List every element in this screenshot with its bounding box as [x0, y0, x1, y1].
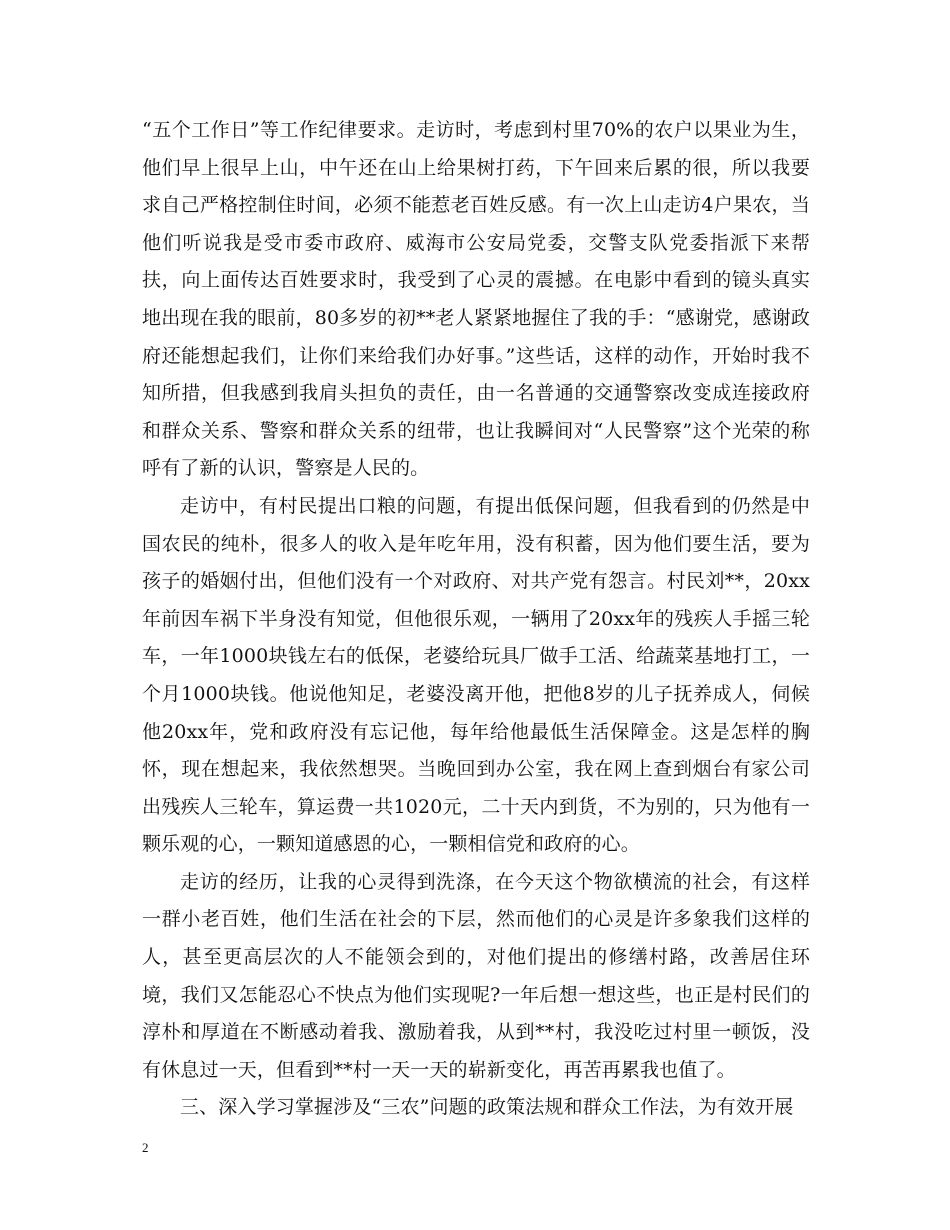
paragraph-continuation: “五个工作日”等工作纪律要求。走访时，考虑到村里70%的农户以果业为生，他们早上很早上山，中午还在山上给果树打药，下午回来后累的很，所以我要求自己严格控制住时间，必须不能惹老百姓反感。有一次上山走访4户果农，当他们听说我是受市委市政府、威海市公安局党委，交警支队党委指派下来帮扶，向上面传达百姓要求时，我受到了心灵的震撼。在电影中看到的镜头真实地出现在我的眼前，80多岁的初**老人紧紧地握住了我的手：“感谢党，感谢政府还能想起我们，让你们来给我们办好事。”这些话，这样的动作，开始时我不知所措，但我感到我肩头担负的责任，由一名普通的交通警察改变成连接政府和群众关系、警察和群众关系的纽带，也让我瞬间对“人民警察”这个光荣的称呼有了新的认识，警察是人民的。 [142, 119, 810, 480]
section-heading-three: 三、深入学习掌握涉及“三农”问题的政策法规和群众工作法，为有效开展 [180, 1096, 794, 1119]
document-body [142, 112, 810, 1127]
paragraph-visit-experience: 走访的经历，让我的心灵得到洗涤，在今天这个物欲横流的社会，有这样一群小老百姓，他们生活在社会的下层，然而他们的心灵是许多象我们这样的人，甚至更高层次的人不能领会到的，对他们提出的修缮村路，改善居住环境，我们又怎能忍心不快点为他们实现呢?一年后想一想这些，也正是村民们的淳朴和厚道在不断感动着我、激励着我，从到**村，我没吃过村里一顿饭，没有休息过一天，但看到**村一天一天的崭新变化，再苦再累我也值了。 [142, 870, 810, 1081]
page-number: 2 [142, 1140, 149, 1155]
paragraph-visit-villagers: 走访中，有村民提出口粮的问题，有提出低保问题，但我看到的仍然是中国农民的纯朴，很多人的收入是年吃年用，没有积蓄，因为他们要生活，要为孩子的婚姻付出，但他们没有一个对政府、对共产党有怨言。村民刘**，20xx年前因车祸下半身没有知觉，但他很乐观，一辆用了20xx年的残疾人手摇三轮车，一年1000块钱左右的低保，老婆给玩具厂做手工活、给蔬菜基地打工，一个月1000块钱。他说他知足，老婆没离开他，把他8岁的儿子抚养成人，伺候他20xx年，党和政府没有忘记他，每年给他最低生活保障金。这是怎样的胸怀，现在想起来，我依然想哭。当晚回到办公室，我在网上查到烟台有家公司出残疾人三轮车，算运费一共1020元，二十天内到货，不为别的，只为他有一颗乐观的心，一颗知道感恩的心，一颗相信党和政府的心。 [142, 494, 810, 856]
